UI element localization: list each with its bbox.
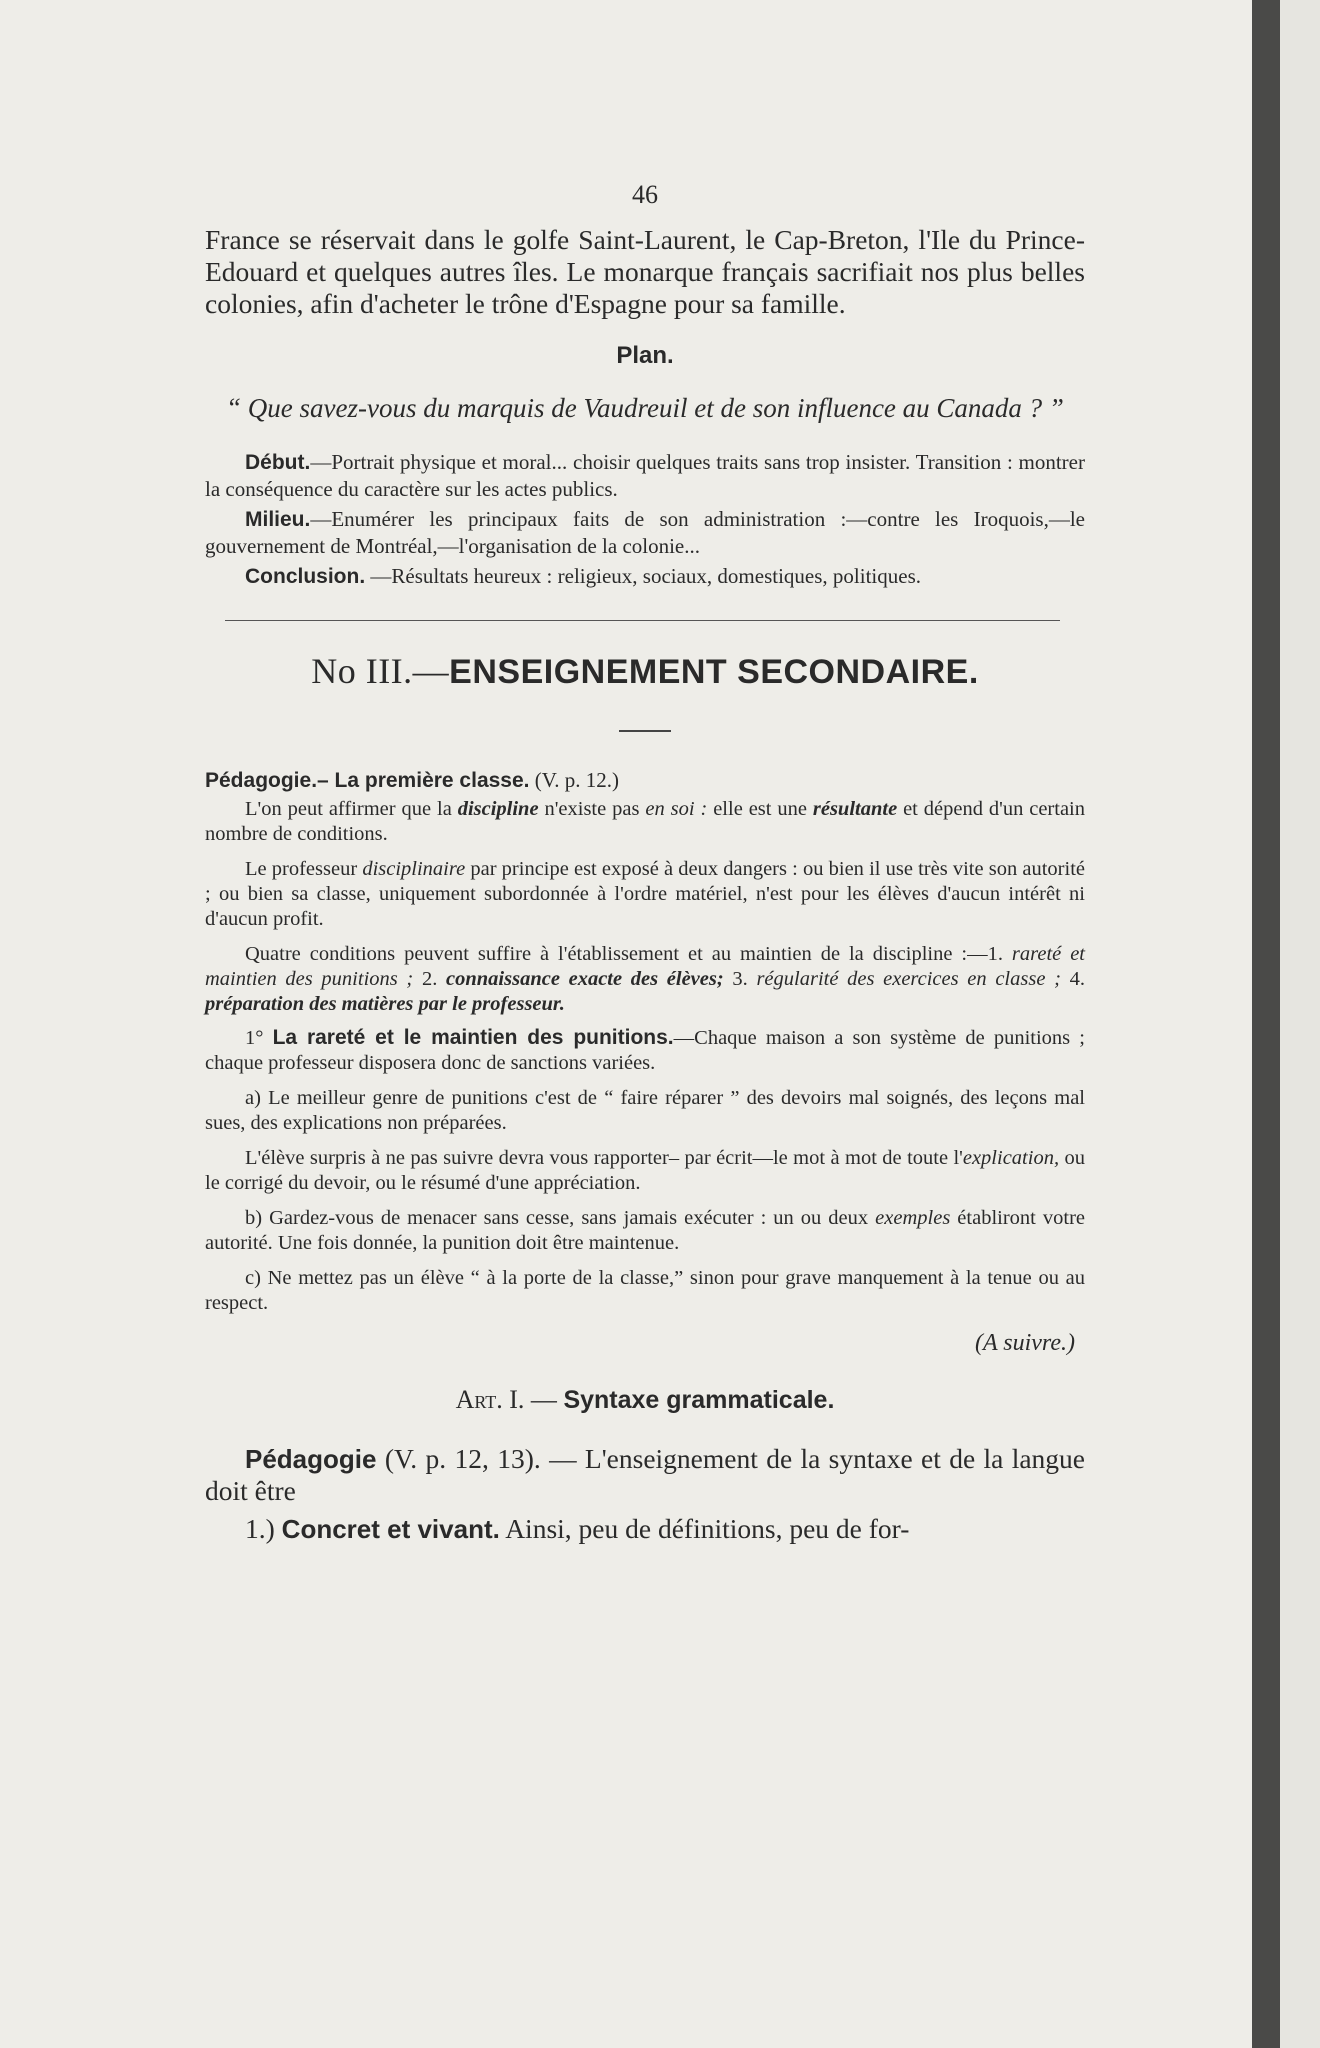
plan-item-conclusion <box>205 563 1085 590</box>
text-run: 1.) <box>245 1513 282 1544</box>
pedagogie-title: Pédagogie.– La première classe. <box>205 769 530 792</box>
text-run: 2. <box>413 968 447 990</box>
text-run-italic: préparation des matières par le professeur. <box>205 993 565 1015</box>
pedagogie-paragraph-3 <box>205 942 1085 1017</box>
text-run: Ainsi, peu de définitions, peu de for- <box>499 1513 910 1544</box>
text-run-bold: La rareté et le maintien des punitions. <box>272 1026 674 1049</box>
text-run-italic: disciplinaire <box>362 858 466 880</box>
page-edge <box>1280 0 1320 2048</box>
pedagogie-paragraph-c: c) Ne mettez pas un élève “ à la porte de la classe,” sinon pour grave manquement à la tenue ou au respect. <box>205 1267 1085 1314</box>
section-title <box>205 650 1085 692</box>
article-title-text: Syntaxe grammaticale. <box>563 1386 835 1414</box>
plan-quote: “ Que savez-vous du marquis de Vaudreuil et de son influence au Canada ? ” <box>226 393 1064 423</box>
text-run: Le professeur <box>245 858 363 880</box>
text-run-italic: explication, <box>962 1147 1060 1169</box>
text-run-italic: en soi : <box>645 798 708 820</box>
plan-item-key: Début. <box>245 451 311 474</box>
text-run-italic: discipline <box>457 798 539 820</box>
text-run-italic: résultante <box>812 798 898 820</box>
pedagogie-heading <box>205 768 1085 793</box>
section-title-text: ENSEIGNEMENT SECONDAIRE. <box>449 653 979 691</box>
page-content <box>205 180 1085 1551</box>
text-run-bold: Pédagogie <box>245 1444 377 1474</box>
page-number: 46 <box>632 180 658 209</box>
text-run: n'existe pas <box>538 798 646 820</box>
article-prefix: Art. I. — <box>455 1385 564 1414</box>
text-run: établiront votre autorité. Une fois donnée, la punition doit être maintenue. <box>205 1207 1085 1254</box>
pedagogie-paragraph-4 <box>205 1025 1085 1076</box>
page-binding-shadow <box>1252 0 1280 2048</box>
text-run: et dépend d'un certain nombre de conditions. <box>205 798 1085 845</box>
text-run: —Chaque maison a son système de punitions ; chaque professeur disposera donc de sanctions variées. <box>205 1027 1085 1074</box>
article-paragraph-2 <box>205 1513 1085 1545</box>
text-run: ou le corrigé du devoir, ou le résumé d'une appréciation. <box>205 1147 1085 1194</box>
section-number: No III.— <box>311 651 450 691</box>
pedagogie-ref: (V. p. 12.) <box>529 768 619 792</box>
text-run-italic: exemples <box>875 1207 951 1229</box>
text-run: par principe est exposé à deux dangers : ou bien il use très vite son autorité ; ou bien sa classe, uniquement subordonnée à l'ordre matériel, n'est pour les élèves d'aucun intérêt ni d'aucun profit. <box>205 858 1085 930</box>
pedagogie-paragraph-5 <box>205 1146 1085 1196</box>
article-title <box>205 1385 1085 1415</box>
plan-item-key: Conclusion. <box>245 565 366 588</box>
pedagogie-paragraph-2 <box>205 857 1085 932</box>
pedagogie-paragraph-a: a) Le meilleur genre de punitions c'est de “ faire réparer ” des devoirs mal soignés, des leçons mal sues, des explications non préparées. <box>205 1087 1085 1134</box>
text-run-bold: Concret et vivant. <box>281 1514 500 1544</box>
text-run: L'élève surpris à ne pas suivre devra vous rapporter– par écrit—le mot à mot de toute l' <box>245 1147 963 1169</box>
plan-heading: Plan. <box>616 342 674 369</box>
plan-item-text: —Enumérer les principaux faits de son administration :—contre les Iroquois,—le gouvernement de Montréal,—l'organisation de la colonie... <box>205 507 1085 558</box>
text-run: 4. <box>1060 968 1085 990</box>
plan-item-key: Milieu. <box>245 508 311 531</box>
pedagogie-paragraph-b <box>205 1206 1085 1256</box>
intro-paragraph: France se réservait dans le golfe Saint-Laurent, le Cap-Breton, l'Ile du Prince-Edouard et quelques autres îles. Le monarque français sacrifiait nos plus belles colonies, afin d'acheter le trône d'Espagne pour sa famille. <box>205 224 1085 319</box>
text-run: 1° <box>245 1027 273 1049</box>
text-run-italic: régularité des exercices en classe ; <box>756 968 1061 990</box>
section-divider <box>205 620 1085 622</box>
pedagogie-paragraph-1 <box>205 797 1085 847</box>
text-run-italic: connaissance exacte des élèves; <box>446 968 724 990</box>
text-run: L'on peut affirmer que la <box>245 798 458 820</box>
short-rule <box>619 730 671 732</box>
plan-item-text: —Portrait physique et moral... choisir quelques traits sans trop insister. Transition : montrer la conséquence du caractère sur les actes publics. <box>205 450 1085 501</box>
text-run: 3. <box>723 968 757 990</box>
text-run: elle est une <box>707 798 813 820</box>
text-run: (V. p. 12, 13). — L'enseignement de la syntaxe et de la langue doit être <box>205 1443 1085 1506</box>
a-suivre: (A suivre.) <box>975 1330 1075 1356</box>
plan-item-debut <box>205 449 1085 503</box>
article-paragraph-1 <box>205 1443 1085 1507</box>
plan-item-text: —Résultats heureux : religieux, sociaux, domestiques, politiques. <box>365 564 921 588</box>
text-run: Quatre conditions peuvent suffire à l'établissement et au maintien de la discipline :—1. <box>245 943 1012 965</box>
plan-item-milieu <box>205 506 1085 560</box>
text-run: b) Gardez-vous de menacer sans cesse, sans jamais exécuter : un ou deux <box>245 1207 876 1229</box>
text-run-italic: rareté et maintien des punitions ; <box>205 943 1086 990</box>
